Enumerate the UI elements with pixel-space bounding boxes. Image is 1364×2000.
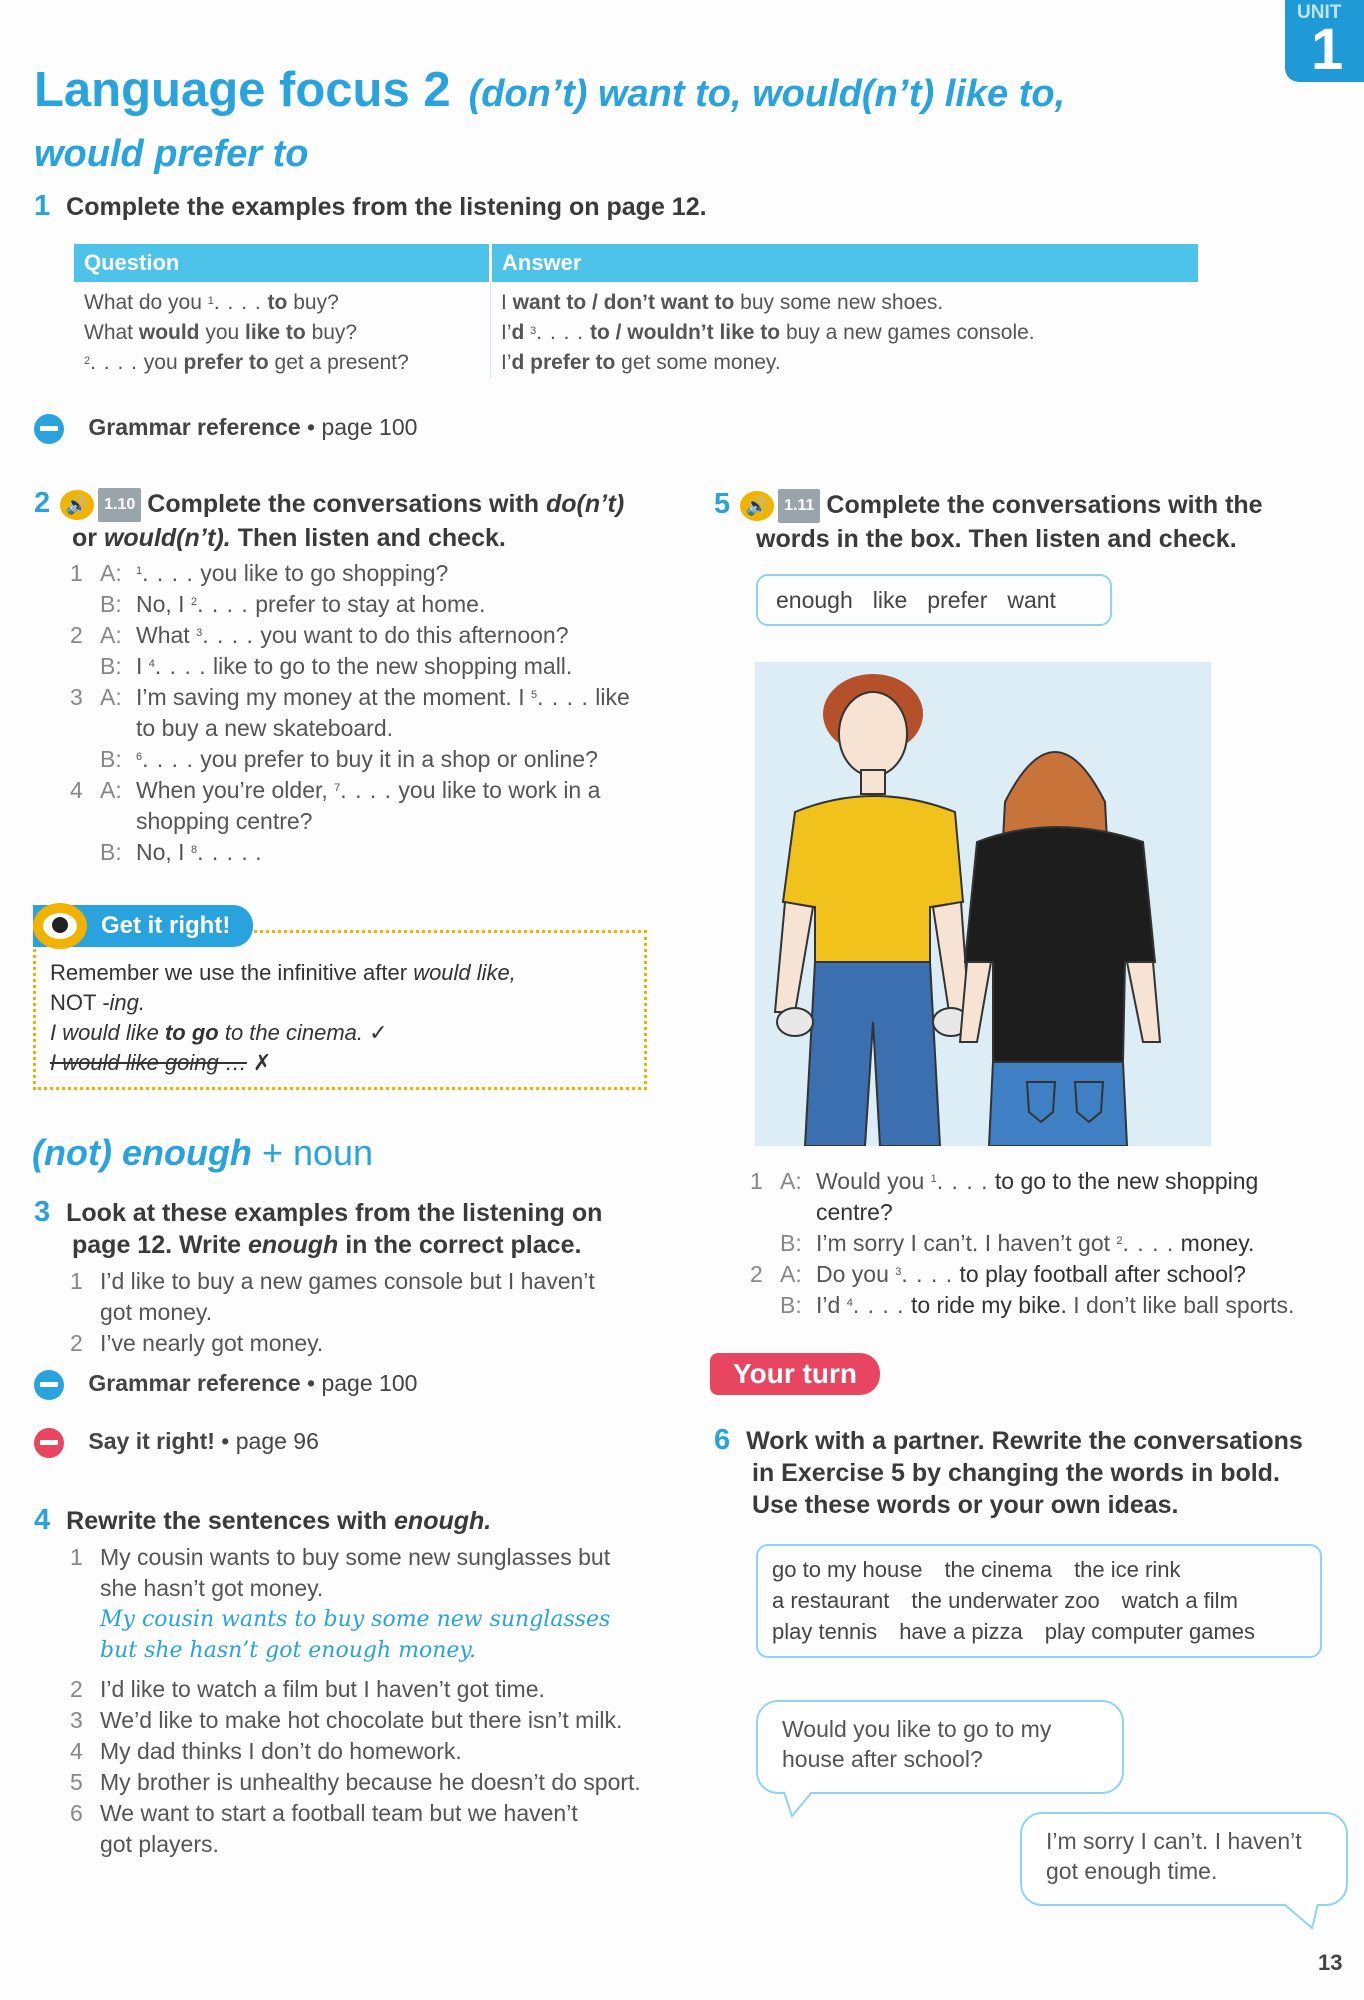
exercise-6-instruction [714, 1424, 1354, 1521]
list-item: 1 A: Would you $^1$. . . . to go to the new shopping centre? [750, 1168, 1259, 1225]
grammar-reference-label: Grammar reference [88, 1370, 301, 1397]
instruction-text: words in the box. Then listen and check. [756, 525, 1237, 554]
unit-tab [1285, 0, 1364, 82]
exercise-3-items [70, 1266, 670, 1359]
exercise-number: 2 [34, 487, 51, 519]
instruction-italic: would(n’t). [103, 524, 231, 553]
idea: play computer games [1044, 1619, 1256, 1644]
instruction-text: Complete the conversations with [147, 490, 540, 518]
list-item: 2 I’ve nearly got money. [70, 1330, 324, 1356]
exercise-2-instruction [34, 487, 674, 554]
title-sub-line1: (don’t) want to, would(n’t) like to, [468, 73, 1066, 115]
instruction-text: Work with a partner. Rewrite the conversations [746, 1427, 1303, 1455]
list-item: B: No, I $^8$. . . . . [100, 839, 262, 865]
exercise-4-items [70, 1542, 690, 1860]
idea: the underwater zoo [911, 1588, 1100, 1613]
instruction-text: Complete the examples from the listening on page 12. [66, 193, 707, 221]
exercise-number: 3 [34, 1196, 51, 1228]
list-item: B: No, I $^2$. . . . prefer to stay at home. [100, 591, 486, 617]
audio-icon[interactable]: 🔊 [740, 491, 774, 521]
bubble-text: got enough time. [1046, 1858, 1218, 1884]
example-answer: My cousin wants to buy some new sunglasses but she hasn’t got enough money. [100, 1607, 611, 1663]
section-heading-enough [32, 1132, 373, 1174]
speech-bubble-1 [756, 1700, 1124, 1794]
list-item: B: $^6$. . . . you prefer to buy it in a shop or online? [100, 746, 598, 772]
ideas-box [756, 1544, 1322, 1658]
exercise-4-instruction [34, 1504, 491, 1537]
rule-italic: would like, [413, 960, 516, 985]
exercise-3-instruction [34, 1196, 674, 1261]
exercise-number: 6 [714, 1424, 731, 1456]
list-item: 2 A: What $^3$. . . . you want to do this afternoon? [70, 622, 569, 648]
list-item: 6 We want to start a football team but we haven’t got players. [70, 1800, 578, 1857]
bubble-tail-1 [782, 1790, 822, 1820]
say-it-right-page: page 96 [235, 1428, 319, 1455]
instruction-text: Rewrite the sentences with [66, 1507, 388, 1535]
check-icon: ✓ [369, 1020, 388, 1045]
exercise-1-instruction [34, 190, 707, 223]
heading-italic: (not) enough [32, 1132, 252, 1173]
illustration-boy-and-girl [755, 662, 1211, 1146]
word: like [872, 587, 908, 613]
unit-label: UNIT [1297, 2, 1342, 23]
get-it-right-label: Get it right! [101, 912, 231, 939]
rule-italic: -ing. [102, 990, 145, 1015]
exercise-2-conversations [70, 558, 670, 868]
cross-icon: ✗ [253, 1050, 272, 1075]
column-header-question: Question [74, 244, 491, 282]
rule-text: NOT [50, 990, 97, 1015]
idea: play tennis [772, 1619, 878, 1644]
instruction-text: Look at these examples from the listening on [66, 1199, 603, 1227]
word: enough [776, 587, 853, 613]
list-item: B: I’d $^4$. . . . to ride my bike. I don’t like ball sports. [780, 1292, 1295, 1318]
grammar-reference-link[interactable]: Grammar reference • page 100 [34, 414, 417, 444]
instruction-text: in Exercise 5 by changing the words in [752, 1459, 1214, 1487]
question-answer-table [74, 244, 1198, 378]
list-item: B: I’m sorry I can’t. I haven’t got $^2$. . . . money. [780, 1230, 1255, 1256]
list-item: 5 My brother is unhealthy because he doesn’t do sport. [70, 1769, 641, 1795]
instruction-italic: do(n’t) [545, 490, 625, 518]
questions-cell: What do you $^1$. . . . to buy? What would you like to buy? $^2$. . . . you prefer to get a present? [74, 282, 491, 378]
track-number: 1.11 [778, 489, 820, 523]
title-sub-line2: would prefer to [34, 133, 309, 175]
eye-icon [33, 903, 87, 949]
exercise-number: 5 [714, 488, 731, 520]
exercise-5-instruction [714, 488, 1354, 555]
word: prefer [927, 587, 988, 613]
grammar-reference-link[interactable]: Grammar reference • page 100 [34, 1370, 417, 1400]
arrow-icon [34, 1370, 64, 1400]
get-it-right-text: Remember we use the infinitive after would like, NOT -ing. I would like to go to the cinema. ✓ I would like going … ✗ [50, 960, 516, 1075]
list-item: 3 We’d like to make hot chocolate but there isn’t milk. [70, 1707, 623, 1733]
instruction-bold: bold. [1220, 1459, 1280, 1487]
instruction-text: in the correct place. [345, 1231, 582, 1259]
list-item: 1 I’d like to buy a new games console but I haven’t got money. [70, 1268, 595, 1325]
heading-text: + noun [261, 1132, 374, 1173]
idea: go to my house [772, 1557, 923, 1582]
rule-text: Remember we use the infinitive after [50, 960, 408, 985]
list-item: 1 A: $^1$. . . . you like to go shopping? [70, 560, 449, 586]
exercise-number: 1 [34, 190, 51, 222]
arrow-icon [34, 414, 64, 444]
instruction-text: Use these words or your own ideas. [752, 1491, 1179, 1519]
exercise-5-conversations [750, 1166, 1350, 1321]
say-it-right-label: Say it right! [88, 1428, 215, 1455]
unit-number: 1 [1311, 17, 1344, 82]
idea: a restaurant [772, 1588, 890, 1613]
list-item: 2 I’d like to watch a film but I haven’t got time. [70, 1676, 545, 1702]
instruction-italic: enough [248, 1231, 339, 1259]
say-it-right-link[interactable]: Say it right! • page 96 [34, 1428, 319, 1458]
page-title [34, 64, 1234, 188]
idea: have a pizza [899, 1619, 1023, 1644]
grammar-reference-label: Grammar reference [88, 414, 301, 441]
list-item: 2 A: Do you $^3$. . . . to play football after school? [750, 1261, 1246, 1287]
track-number: 1.10 [98, 488, 141, 522]
list-item: 4 A: When you’re older, $^7$. . . . you like to work in a shopping centre? [70, 777, 601, 834]
speech-bubble-2 [1020, 1812, 1348, 1906]
instruction-italic: enough. [394, 1507, 492, 1535]
bubble-tail-2 [1282, 1902, 1322, 1932]
wrong-sentence: I would like going … [50, 1050, 247, 1075]
bubble-text: I’m sorry I can’t. I haven’t [1046, 1828, 1302, 1854]
exercise-number: 4 [34, 1504, 51, 1536]
idea: watch a film [1121, 1588, 1238, 1613]
page-number: 13 [1318, 1950, 1343, 1975]
bubble-text: house after school? [782, 1746, 983, 1772]
bubble-text: Would you like to go to my [782, 1716, 1052, 1742]
list-item: 3 A: I’m saving my money at the moment. I $^5$. . . . like to buy a new skateboard. [70, 684, 630, 741]
arrow-icon [34, 1428, 64, 1458]
list-item: 4 My dad thinks I don’t do homework. [70, 1738, 462, 1764]
word: want [1007, 587, 1056, 613]
audio-icon[interactable]: 🔊 [60, 490, 94, 520]
grammar-reference-page: page 100 [321, 1370, 418, 1397]
grammar-reference-page: page 100 [321, 414, 418, 441]
instruction-text: or [72, 524, 97, 553]
your-turn-tab: Your turn [710, 1353, 880, 1395]
list-item: B: I $^4$. . . . like to go to the new shopping mall. [100, 653, 573, 679]
idea: the ice rink [1074, 1557, 1181, 1582]
answers-cell: I want to / don’t want to buy some new shoes. I’d $^3$. . . . to / wouldn’t like to buy a new games console. I’d prefer to get some money. [501, 291, 1035, 374]
list-item: 1 My cousin wants to buy some new sunglasses but she hasn’t got money. [70, 1544, 611, 1601]
title-main: Language focus 2 [34, 63, 451, 117]
word-box [756, 574, 1112, 626]
instruction-text: Complete the conversations with the [826, 491, 1263, 519]
idea: the cinema [944, 1557, 1053, 1582]
instruction-text: page 12. Write [72, 1231, 242, 1259]
column-header-answer: Answer [491, 244, 1199, 282]
instruction-text: Then listen and check. [237, 524, 506, 553]
